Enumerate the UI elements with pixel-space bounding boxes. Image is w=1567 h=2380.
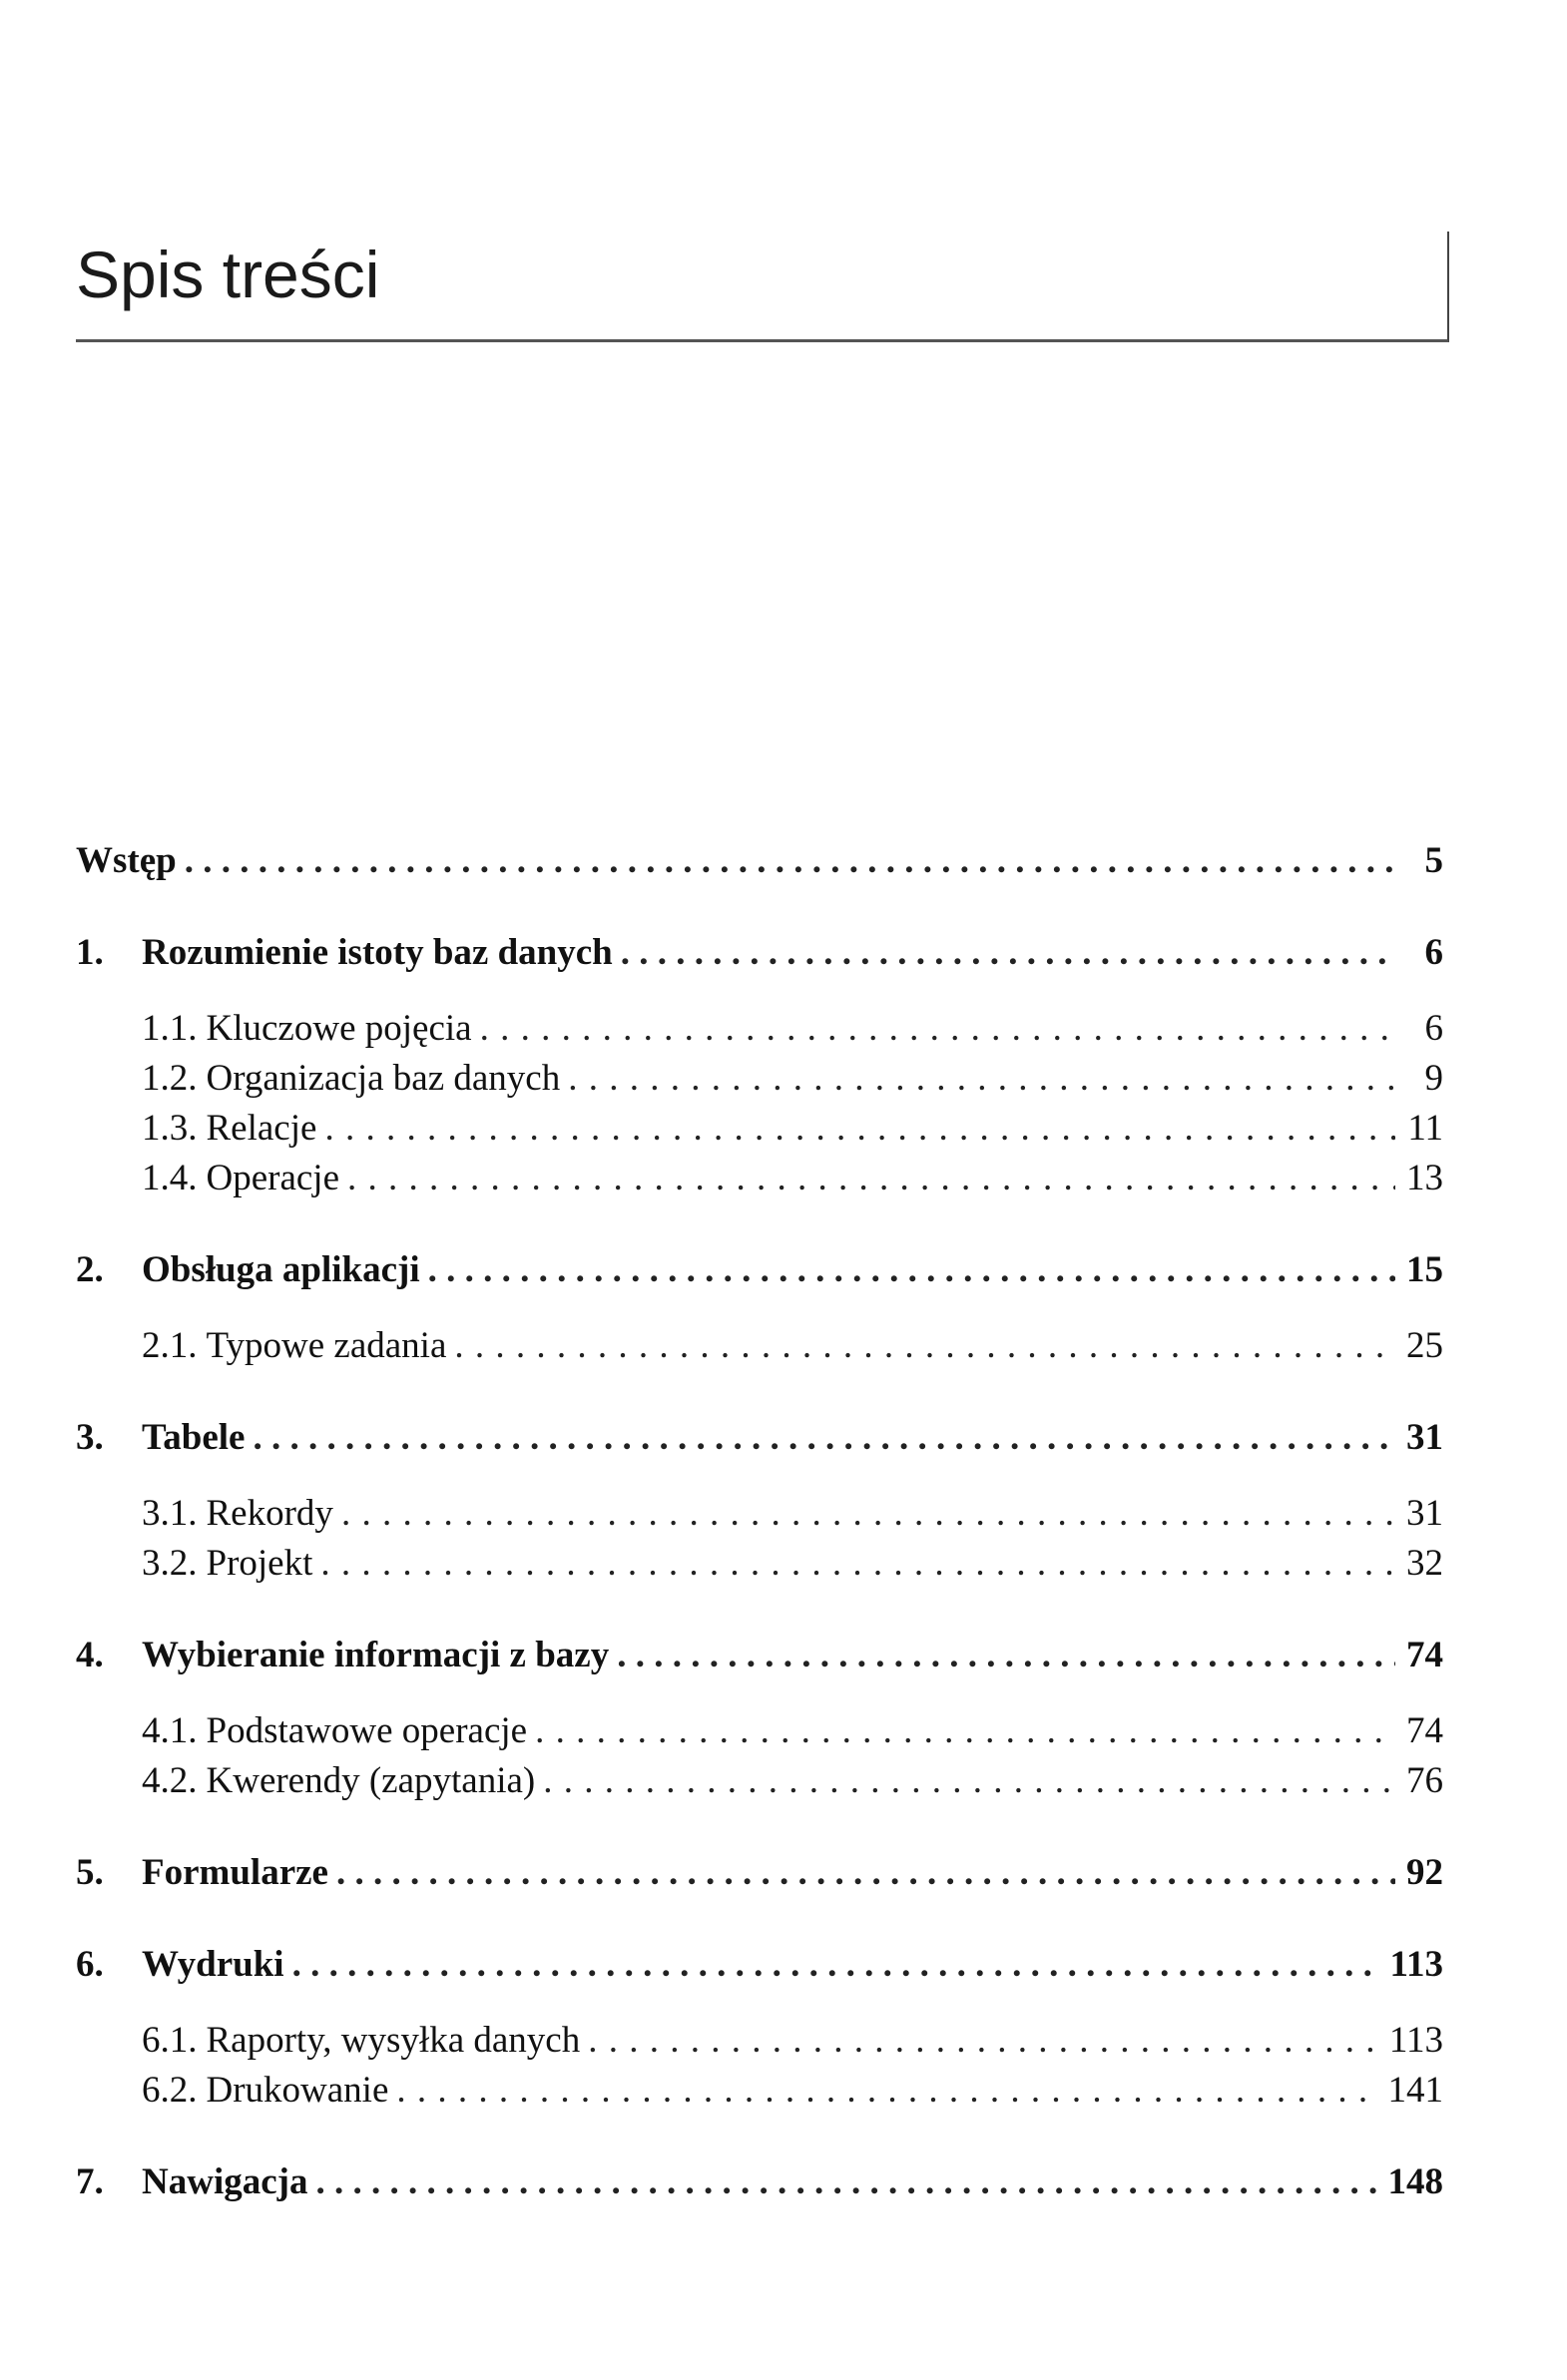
toc-section-3-2[interactable] [76,1539,1443,1589]
toc-section-1-1[interactable] [76,1004,1443,1054]
toc-page-number: 148 [1387,2161,1443,2202]
toc-page-number: 92 [1406,1852,1443,1893]
toc-page-number: 32 [1406,1543,1443,1584]
toc-chapter-3[interactable] [76,1413,1443,1463]
dot-leader [253,1413,1395,1463]
toc-page-number: 31 [1406,1417,1443,1458]
toc-page-number: 113 [1389,1944,1443,1985]
toc-page-number: 13 [1406,1158,1443,1198]
chapter-number: 6. [76,1944,104,1985]
section-number: 1.4. [142,1158,198,1198]
dot-leader [341,1489,1395,1539]
section-number: 1.2. [142,1058,198,1099]
section-title: Typowe zadania [206,1325,447,1366]
dot-leader [324,1104,1395,1154]
toc-section-6-2[interactable] [76,2066,1443,2116]
chapter-number: 5. [76,1852,104,1893]
chapter-title: Formularze [142,1852,328,1893]
page-header [76,232,1449,342]
section-number: 3.1. [142,1493,198,1534]
toc-page-number: 6 [1424,932,1443,973]
chapter-title: Nawigacja [142,2161,308,2202]
toc-entry-intro[interactable] [76,836,1443,886]
section-number: 4.2. [142,1760,198,1801]
toc-chapter-1[interactable] [76,928,1443,978]
section-title: Podstawowe operacje [206,1710,528,1751]
section-number: 6.1. [142,2020,198,2061]
section-number: 1.1. [142,1008,198,1049]
toc-page-number: 74 [1406,1710,1443,1751]
section-title: Operacje [206,1158,340,1198]
toc-page-number: 6 [1424,1008,1443,1049]
toc-page-number: 25 [1406,1325,1443,1366]
toc-page-number: 74 [1406,1635,1443,1675]
section-title: Organizacja baz danych [206,1058,561,1099]
toc-chapter-7[interactable] [76,2157,1443,2207]
section-number: 1.3. [142,1108,198,1149]
dot-leader [454,1321,1395,1371]
toc-page-number: 11 [1407,1108,1443,1149]
dot-leader [428,1245,1395,1295]
toc-section-4-2[interactable] [76,1756,1443,1806]
dot-leader [336,1848,1395,1898]
section-number: 6.2. [142,2070,198,2111]
dot-leader [320,1539,1395,1589]
chapter-number: 4. [76,1635,104,1675]
toc-entry-text: Wstęp [76,840,177,881]
toc-section-4-1[interactable] [76,1706,1443,1756]
section-title: Raporty, wysyłka danych [206,2020,581,2061]
toc-section-1-2[interactable] [76,1054,1443,1104]
chapter-title: Wydruki [142,1944,284,1985]
dot-leader [543,1756,1395,1806]
toc-chapter-5[interactable] [76,1848,1443,1898]
toc-section-3-1[interactable] [76,1489,1443,1539]
chapter-number: 2. [76,1249,104,1290]
toc-page-number: 9 [1424,1058,1443,1099]
toc-chapter-2[interactable] [76,1245,1443,1295]
dot-leader [568,1054,1395,1104]
toc-page-number: 113 [1388,2020,1443,2061]
dot-leader [480,1004,1395,1054]
toc-section-6-1[interactable] [76,2016,1443,2066]
toc-section-1-4[interactable] [76,1154,1443,1203]
section-number: 4.1. [142,1710,198,1751]
section-number: 2.1. [142,1325,198,1366]
toc-page-number: 31 [1406,1493,1443,1534]
chapter-title: Tabele [142,1417,246,1458]
table-of-contents [76,836,1443,2207]
section-title: Relacje [206,1108,317,1149]
page-title: Spis treści [76,238,380,311]
toc-section-1-3[interactable] [76,1104,1443,1154]
dot-leader [617,1631,1395,1680]
toc-chapter-4[interactable] [76,1631,1443,1680]
section-number: 3.2. [142,1543,198,1584]
chapter-title: Wybieranie informacji z bazy [142,1635,610,1675]
section-title: Drukowanie [206,2070,389,2111]
dot-leader [588,2016,1381,2066]
dot-leader [185,836,1395,886]
dot-leader [621,928,1395,978]
toc-page-number: 141 [1387,2070,1443,2111]
chapter-title: Rozumienie istoty baz danych [142,932,613,973]
section-title: Kwerendy (zapytania) [206,1760,536,1801]
section-title: Projekt [206,1543,313,1584]
toc-section-2-1[interactable] [76,1321,1443,1371]
dot-leader [535,1706,1395,1756]
section-title: Kluczowe pojęcia [206,1008,472,1049]
section-title: Rekordy [206,1493,333,1534]
toc-page-number: 5 [1424,840,1443,881]
dot-leader [347,1154,1395,1203]
chapter-title: Obsługa aplikacji [142,1249,420,1290]
dot-leader [292,1940,1382,1990]
dot-leader [315,2157,1379,2207]
dot-leader [396,2066,1379,2116]
toc-page-number: 76 [1406,1760,1443,1801]
toc-chapter-6[interactable] [76,1940,1443,1990]
chapter-number: 7. [76,2161,104,2202]
toc-page-number: 15 [1406,1249,1443,1290]
chapter-number: 1. [76,932,104,973]
chapter-number: 3. [76,1417,104,1458]
